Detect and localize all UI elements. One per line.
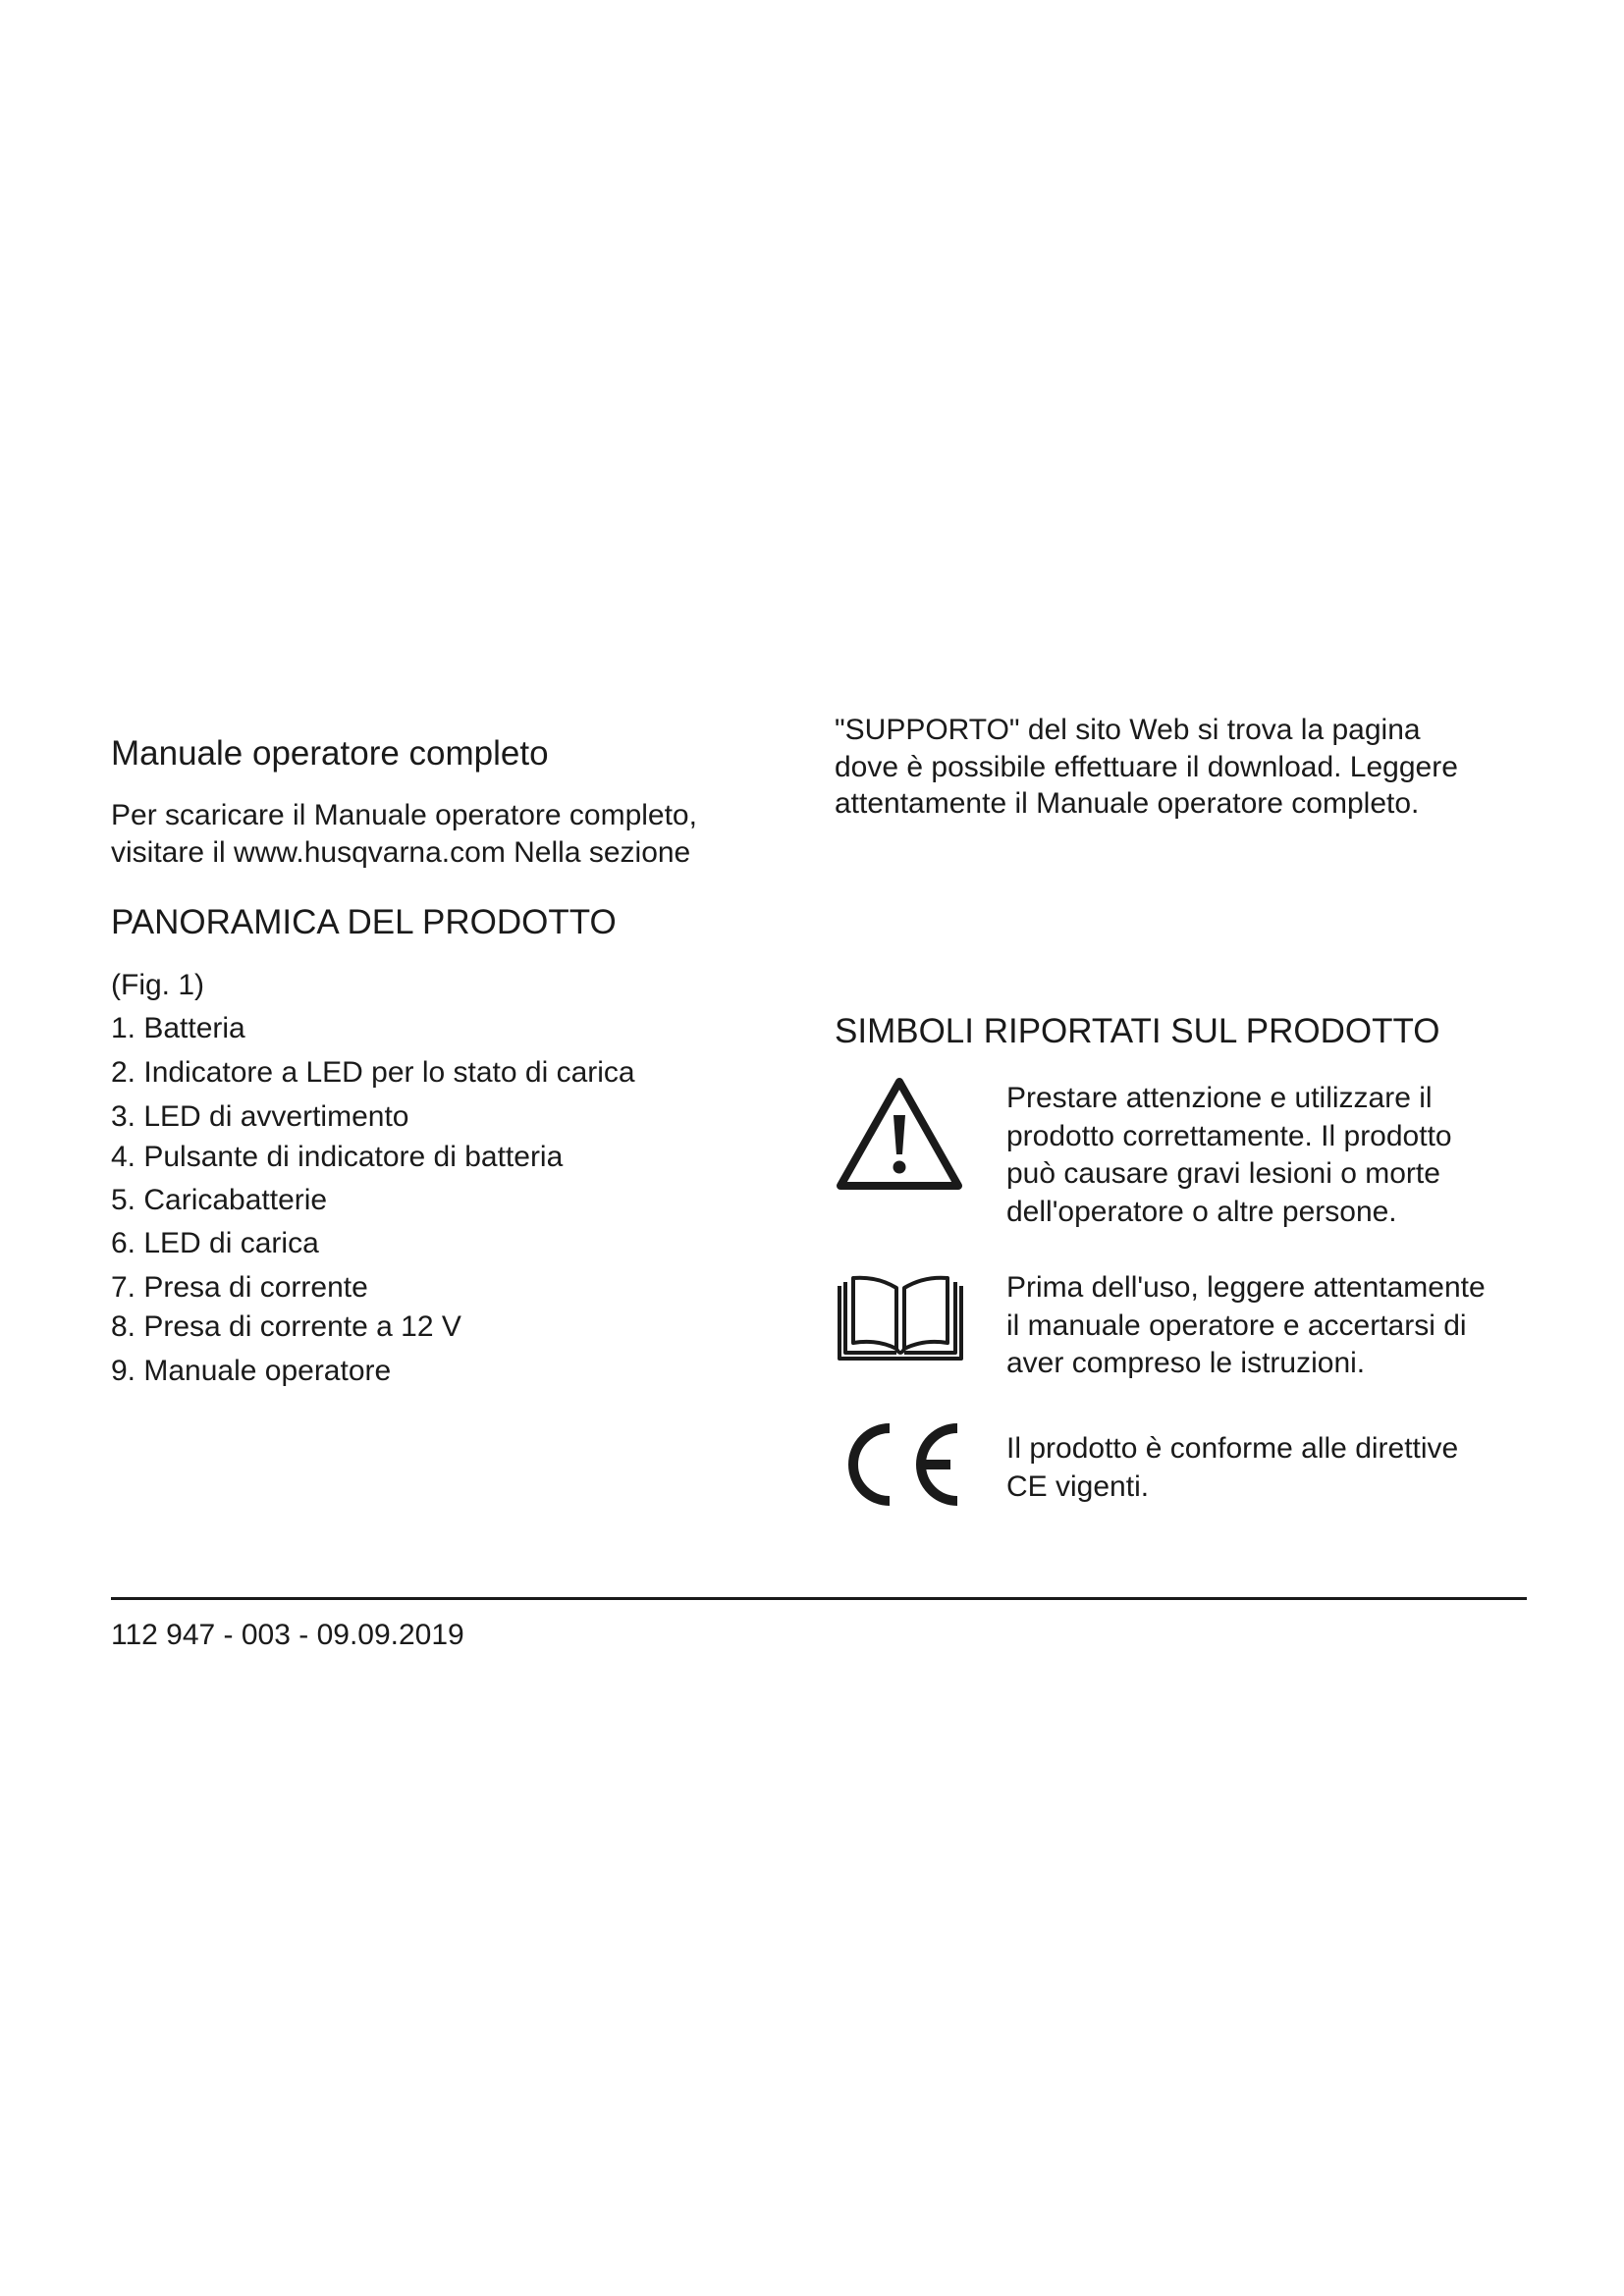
list-item: 2. Indicatore a LED per lo stato di carica [111,1056,635,1089]
ce-mark-icon [839,1420,968,1509]
overview-heading: PANORAMICA DEL PRODOTTO [111,903,617,941]
symbol-description-book [1006,1269,1486,1383]
symbol-line: aver compreso le istruzioni. [1006,1347,1366,1379]
list-item: 8. Presa di corrente a 12 V [111,1310,461,1343]
list-item: 4. Pulsante di indicatore di batteria [111,1141,564,1173]
warning-triangle-icon [835,1076,964,1192]
footer-divider [111,1597,1527,1600]
list-item: 3. LED di avvertimento [111,1100,409,1133]
list-item: 5. Caricabatterie [111,1184,328,1216]
manual-paragraph-line: dove è possibile effettuare il download. Leggere [835,750,1458,783]
list-item: 6. LED di carica [111,1227,319,1259]
symbol-description-ce [1006,1430,1458,1506]
symbol-line: Prestare attenzione e utilizzare il [1006,1082,1433,1114]
document-number: 112 947 - 003 - 09.09.2019 [111,1619,464,1651]
manual-paragraph-col2 [835,712,1458,823]
symbol-line: dell'operatore o altre persone. [1006,1195,1397,1228]
symbols-heading: SIMBOLI RIPORTATI SUL PRODOTTO [835,1012,1440,1050]
manual-paragraph-line: attentamente il Manuale operatore completo. [835,787,1420,820]
symbol-line: CE vigenti. [1006,1469,1150,1503]
symbol-line: può causare gravi lesioni o morte [1006,1157,1440,1190]
manual-paragraph-col1 [111,797,697,871]
list-item: 1. Batteria [111,1012,245,1044]
symbol-line: prodotto correttamente. Il prodotto [1006,1119,1452,1152]
symbol-line: Il prodotto è conforme alle direttive [1006,1432,1459,1465]
manual-paragraph-line: Per scaricare il Manuale operatore completo, [111,799,697,831]
symbol-description-warning [1006,1080,1452,1231]
list-item: 7. Presa di corrente [111,1271,368,1304]
manual-paragraph-line: visitare il www.husqvarna.com Nella sezione [111,835,691,869]
open-book-icon [836,1274,965,1362]
symbol-line: Prima dell'uso, leggere attentamente [1006,1271,1486,1304]
manual-heading: Manuale operatore completo [111,734,549,773]
fig-reference: (Fig. 1) [111,969,205,1001]
list-item: 9. Manuale operatore [111,1355,392,1387]
symbol-line: il manuale operatore e accertarsi di [1006,1308,1467,1342]
manual-paragraph-line: "SUPPORTO" del sito Web si trova la pagina [835,714,1421,746]
